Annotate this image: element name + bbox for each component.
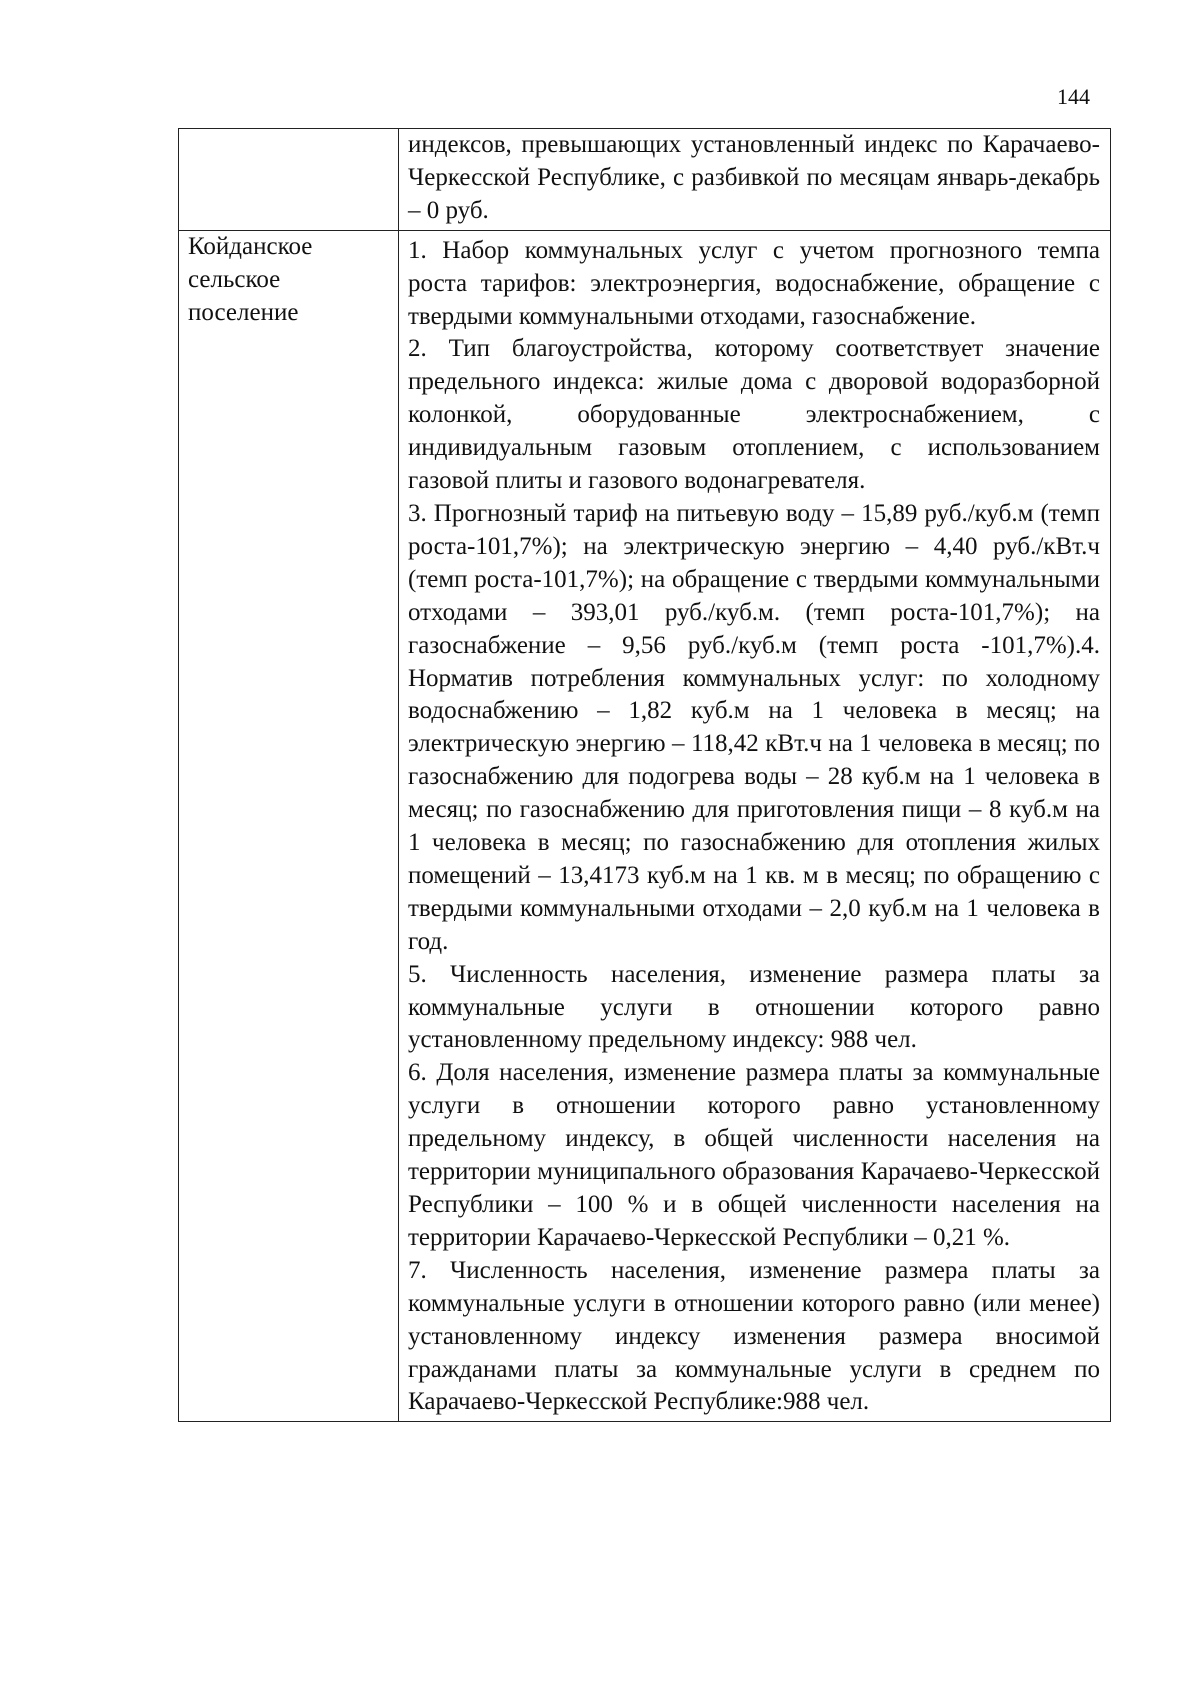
settlement-cell [179, 129, 399, 231]
settlement-name-line: Койданское [188, 232, 313, 260]
paragraph-6: 6. Доля населения, изменение размера платы за коммунальные услуги в отношении которого равно установленному предельному индексу, в общей численности населения на территории муниципального образования Карачаево-Черкесской Республики – 100 % и в общей численности населения на территории Карачаево-Черкесской Республики – 0,21 %. [408, 1059, 1100, 1251]
settlement-cell [179, 230, 399, 1422]
settlement-name-line: поселение [188, 298, 299, 326]
page-number: 144 [1057, 84, 1090, 109]
table-row [179, 230, 1111, 1422]
settlement-name-line: сельское [188, 265, 281, 293]
tariff-table [178, 128, 1111, 1422]
paragraph-7: 7. Численность населения, изменение размера платы за коммунальные услуги в отношении которого равно (или менее) установленному индексу изменения размера вносимой гражданами платы за коммунальные услуги в среднем по Карачаево-Черкесской Республике:988 чел. [408, 1256, 1100, 1416]
table-row [179, 129, 1111, 231]
paragraph-1: 1. Набор коммунальных услуг с учетом прогнозного темпа роста тарифов: электроэнергия, водоснабжение, обращение с твердыми коммунальными отходами, газоснабжение. [408, 236, 1100, 330]
paragraph-5: 5. Численность населения, изменение размера платы за коммунальные услуги в отношении которого равно установленному предельному индексу: 988 чел. [408, 960, 1100, 1054]
description-cell [399, 230, 1111, 1422]
paragraph: индексов, превышающих установленный индекс по Карачаево-Черкесской Республике, с разбивкой по месяцам январь-декабрь – 0 руб. [408, 131, 1100, 224]
description-cell [399, 129, 1111, 231]
paragraph-3: 3. Прогнозный тариф на питьевую воду – 15,89 руб./куб.м (темп роста-101,7%); на электрическую энергию – 4,40 руб./кВт.ч (темп роста-101,7%); на обращение с твердыми коммунальными отходами – 393,01 руб./куб.м. (темп роста-101,7%); на газоснабжение – 9,56 руб./куб.м (темп роста -101,7%).4. Норматив потребления коммунальных услуг: по холодному водоснабжению – 1,82 куб.м на 1 человека в месяц; на электрическую энергию – 118,42 кВт.ч на 1 человека в месяц; по газоснабжению для подогрева воды – 28 куб.м на 1 человека в месяц; по газоснабжению для приготовления пищи – 8 куб.м на 1 человека в месяц; по газоснабжению для отопления жилых помещений – 13,4173 куб.м на 1 кв. м в месяц; по обращению с твердыми коммунальными отходами – 2,0 куб.м на 1 человека в год. [408, 499, 1100, 955]
paragraph-2: 2. Тип благоустройства, которому соответствует значение предельного индекса: жилые дома с дворовой водоразборной колонкой, оборудованные электроснабжением, с индивидуальным газовым отоплением, с использованием газовой плиты и газового водонагревателя. [408, 335, 1100, 495]
